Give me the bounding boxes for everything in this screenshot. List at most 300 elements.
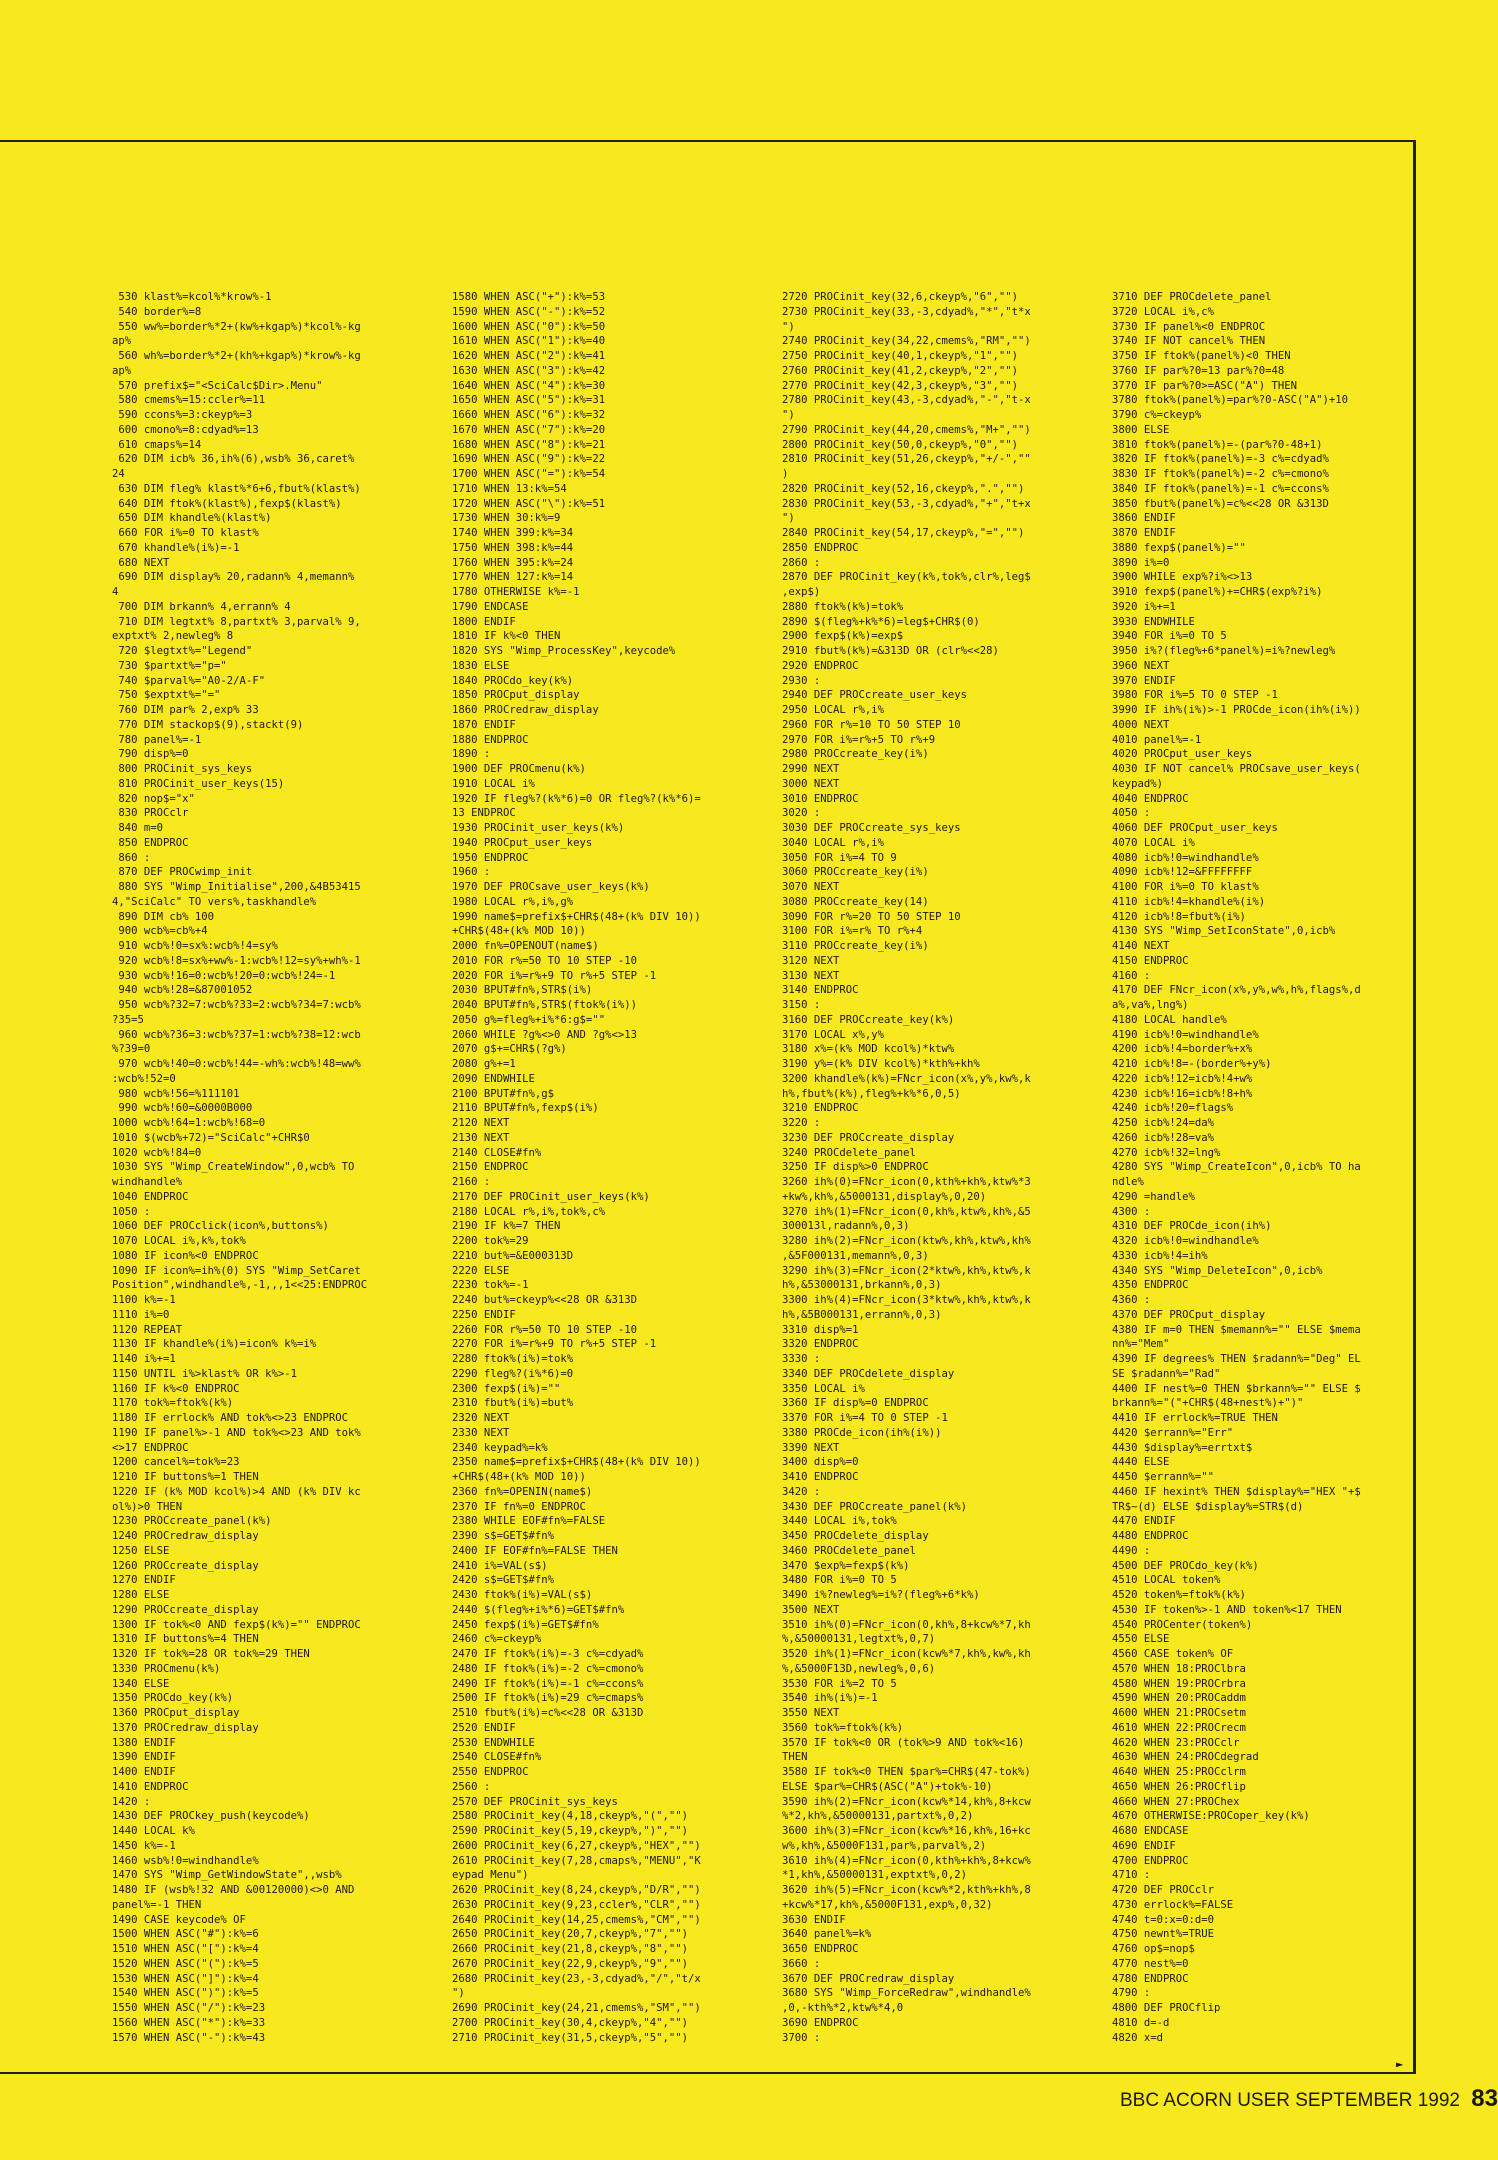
- code-line: 3260 ih%(0)=FNcr_icon(0,kth%+kh%,ktw%*3: [782, 1176, 1031, 1188]
- code-line: 3140 ENDPROC: [782, 984, 859, 997]
- code-line: 2240 but%=ckeyp%<<28 OR &313D: [452, 1294, 637, 1306]
- code-line: 4720 DEF PROCclr: [1112, 1884, 1215, 1896]
- code-line: 3150 :: [782, 999, 821, 1011]
- code-line: 4700 ENDPROC: [1112, 1854, 1189, 1867]
- code-line: 2890 $(fleg%+k%*6)=leg$+CHR$(0): [782, 615, 980, 628]
- code-line: 4290 =handle%: [1112, 1190, 1195, 1203]
- listing-column-2: [452, 290, 760, 2065]
- code-line: 1630 WHEN ASC("3"):k%=42: [452, 364, 606, 377]
- code-line: 2480 IF ftok%(i%)=-2 c%=cmono%: [452, 1662, 644, 1675]
- code-line: 4170 DEF FNcr_icon(x%,y%,w%,h%,flags%,d: [1112, 984, 1361, 997]
- code-line: 2470 IF ftok%(i%)=-3 c%=cdyad%: [452, 1648, 644, 1660]
- code-line: 3620 ih%(5)=FNcr_icon(kcw%*2,kth%+kh%,8: [782, 1884, 1031, 1896]
- code-line: %,&5000F13D,newleg%,0,6): [782, 1662, 936, 1675]
- code-line: 2440 $(fleg%+i%*6)=GET$#fn%: [452, 1603, 625, 1616]
- code-line: 3510 ih%(0)=FNcr_icon(0,kh%,8+kcw%*7,kh: [782, 1618, 1031, 1631]
- code-line: ol%)>0 THEN: [112, 1500, 183, 1513]
- code-line: 2030 BPUT#fn%,STR$(i%): [452, 984, 593, 997]
- code-line: 4470 ENDIF: [1112, 1515, 1176, 1528]
- code-line: 3120 NEXT: [782, 954, 840, 967]
- code-line: 4400 IF nest%=0 THEN $brkann%="" ELSE $: [1112, 1382, 1361, 1395]
- code-line: 1860 PROCredraw_display: [452, 704, 599, 716]
- code-line: 4810 d=-d: [1112, 2016, 1170, 2029]
- code-line: nn%="Mem": [1112, 1338, 1170, 1351]
- code-line: 840 m=0: [112, 822, 164, 834]
- code-line: 2690 PROCinit_key(24,21,cmems%,"SM",""): [452, 2002, 701, 2014]
- code-line: 1720 WHEN ASC("\"):k%=51: [452, 497, 606, 510]
- code-line: 2010 FOR r%=50 TO 10 STEP -10: [452, 954, 637, 967]
- code-line: 3590 ih%(2)=FNcr_icon(kcw%*14,kh%,8+kcw: [782, 1795, 1031, 1808]
- code-line: 650 DIM khandle%(klast%): [112, 512, 272, 525]
- code-line: 3800 ELSE: [1112, 423, 1170, 436]
- code-line: %*2,kh%,&50000131,partxt%,0,2): [782, 1810, 974, 1823]
- code-line: 3940 FOR i%=0 TO 5: [1112, 630, 1227, 643]
- code-line: 4190 icb%!0=windhandle%: [1112, 1028, 1259, 1041]
- code-line: 2980 PROCcreate_key(i%): [782, 748, 929, 761]
- code-line: 2990 NEXT: [782, 763, 840, 775]
- code-line: 1390 ENDIF: [112, 1751, 176, 1764]
- code-line: 670 khandle%(i%)=-1: [112, 541, 240, 554]
- code-line: a%,va%,lng%): [1112, 999, 1189, 1011]
- code-line: 3270 ih%(1)=FNcr_icon(0,kh%,ktw%,kh%,&5: [782, 1205, 1031, 1218]
- code-line: 1700 WHEN ASC("="):k%=54: [452, 468, 606, 480]
- code-line: 570 prefix$="<SciCalc$Dir>.Menu": [112, 379, 323, 392]
- code-line: 1640 WHEN ASC("4"):k%=30: [452, 379, 606, 392]
- code-line: ap%: [112, 335, 132, 348]
- code-line: 3410 ENDPROC: [782, 1471, 859, 1483]
- code-line: 4250 icb%!24=da%: [1112, 1117, 1215, 1129]
- code-line: 1110 i%=0: [112, 1308, 170, 1321]
- code-line: eypad Menu"): [452, 1869, 529, 1882]
- code-line: 3730 IF panel%<0 ENDPROC: [1112, 320, 1266, 333]
- code-line: 3320 ENDPROC: [782, 1338, 859, 1351]
- code-line: 760 DIM par% 2,exp% 33: [112, 704, 259, 716]
- code-line: 4780 ENDPROC: [1112, 1972, 1189, 1985]
- code-line: 3480 FOR i%=0 TO 5: [782, 1574, 897, 1587]
- code-line: 3430 DEF PROCcreate_panel(k%): [782, 1500, 967, 1513]
- code-line: 2340 keypad%=k%: [452, 1441, 548, 1454]
- code-line: 1790 ENDCASE: [452, 600, 529, 613]
- code-line: 4560 CASE token% OF: [1112, 1648, 1234, 1660]
- code-line: 4450 $errann%="": [1112, 1471, 1215, 1483]
- code-line: 2760 PROCinit_key(41,2,ckeyp%,"2",""): [782, 364, 1018, 377]
- code-line: 1690 WHEN ASC("9"):k%=22: [452, 453, 606, 466]
- code-line: 2100 BPUT#fn%,g$: [452, 1087, 555, 1100]
- code-line: 830 PROCclr: [112, 807, 189, 820]
- code-line: 4460 IF hexint% THEN $display%="HEX "+$: [1112, 1485, 1361, 1498]
- code-line: 2500 IF ftok%(i%)=29 c%=cmaps%: [452, 1692, 644, 1705]
- code-line: 1290 PROCcreate_display: [112, 1603, 259, 1616]
- code-line: 3280 ih%(2)=FNcr_icon(ktw%,kh%,ktw%,kh%: [782, 1235, 1031, 1247]
- code-line: 4350 ENDPROC: [1112, 1279, 1189, 1292]
- code-line: 3250 IF disp%>0 ENDPROC: [782, 1161, 929, 1174]
- code-line: 1260 PROCcreate_display: [112, 1559, 259, 1572]
- code-line: 710 DIM legtxt% 8,partxt% 3,parval% 9,: [112, 615, 361, 628]
- code-line: 1850 PROCput_display: [452, 689, 580, 702]
- code-line: 2620 PROCinit_key(8,24,ckeyp%,"D/R",""): [452, 1884, 701, 1896]
- code-line: 2270 FOR i%=r%+9 TO r%+5 STEP -1: [452, 1338, 657, 1351]
- code-line: ELSE $par%=CHR$(ASC("A")+tok%-10): [782, 1780, 993, 1793]
- code-line: 2360 fn%=OPENIN(name$): [452, 1485, 593, 1498]
- code-line: 2960 FOR r%=10 TO 50 STEP 10: [782, 718, 961, 731]
- code-line: 1900 DEF PROCmenu(k%): [452, 763, 586, 775]
- code-line: 3420 :: [782, 1485, 821, 1498]
- code-line: 1990 name$=prefix$+CHR$(48+(k% DIV 10)): [452, 910, 701, 923]
- code-line: 3580 IF tok%<0 THEN $par%=CHR$(47-tok%): [782, 1766, 1031, 1778]
- code-line: 3040 LOCAL r%,i%: [782, 836, 885, 849]
- code-line: TR$~(d) ELSE $display%=STR$(d): [1112, 1500, 1304, 1513]
- code-line: keypad%): [1112, 777, 1164, 790]
- code-line: 4090 icb%!12=&FFFFFFFF: [1112, 866, 1253, 879]
- code-line: 3200 khandle%(k%)=FNcr_icon(x%,y%,kw%,k: [782, 1072, 1031, 1085]
- code-line: 1160 IF k%<0 ENDPROC: [112, 1382, 240, 1395]
- code-line: 2740 PROCinit_key(34,22,cmems%,"RM",""): [782, 335, 1031, 348]
- code-line: 3810 ftok%(panel%)=-(par%?0-48+1): [1112, 438, 1323, 451]
- code-line: %,&50000131,legtxt%,0,7): [782, 1633, 936, 1646]
- code-line: 3750 IF ftok%(panel%)<0 THEN: [1112, 350, 1291, 362]
- code-line: 1370 PROCredraw_display: [112, 1721, 259, 1734]
- code-line: 3330 :: [782, 1353, 821, 1365]
- code-line: 1050 :: [112, 1205, 151, 1218]
- code-line: 2720 PROCinit_key(32,6,ckeyp%,"6",""): [782, 291, 1018, 303]
- code-line: 1330 PROCmenu(k%): [112, 1662, 221, 1675]
- code-line: 300013l,radann%,0,3): [782, 1220, 910, 1233]
- code-line: 3570 IF tok%<0 OR (tok%>9 AND tok%<16): [782, 1736, 1025, 1749]
- code-line: 4630 WHEN 24:PROCdegrad: [1112, 1751, 1259, 1764]
- code-line: 1500 WHEN ASC("#"):k%=6: [112, 1928, 259, 1941]
- code-line: 4370 DEF PROCput_display: [1112, 1308, 1266, 1321]
- code-line: 1170 tok%=ftok%(k%): [112, 1397, 234, 1410]
- code-line: 950 wcb%?32=7:wcb%?33=2:wcb%?34=7:wcb%: [112, 999, 361, 1011]
- code-line: 3010 ENDPROC: [782, 792, 859, 805]
- code-line: panel%=-1 THEN: [112, 1898, 202, 1911]
- code-line: 3490 i%?newleg%=i%?(fleg%+6*k%): [782, 1589, 980, 1601]
- code-line: 640 DIM ftok%(klast%),fexp$(klast%): [112, 497, 342, 510]
- code-line: ,&5F000131,memann%,0,3): [782, 1249, 929, 1262]
- code-line: 3660 :: [782, 1957, 821, 1970]
- code-line: *1,kh%,&50000131,exptxt%,0,2): [782, 1869, 967, 1882]
- code-line: 4710 :: [1112, 1869, 1151, 1882]
- code-line: 2920 ENDPROC: [782, 659, 859, 672]
- code-line: exptxt% 2,newleg% 8: [112, 630, 234, 643]
- code-line: 1470 SYS "Wimp_GetWindowState",,wsb%: [112, 1869, 342, 1882]
- code-line: 4000 NEXT: [1112, 718, 1170, 731]
- code-line: 3980 FOR i%=5 TO 0 STEP -1: [1112, 689, 1278, 702]
- code-line: 4120 icb%!8=fbut%(i%): [1112, 910, 1246, 923]
- code-line: 1830 ELSE: [452, 659, 510, 672]
- code-line: 2400 IF EOF#fn%=FALSE THEN: [452, 1544, 618, 1557]
- code-line: 690 DIM display% 20,radann% 4,memann%: [112, 571, 355, 584]
- code-line: 3990 IF ih%(i%)>-1 PROCde_icon(ih%(i%)): [1112, 704, 1361, 716]
- code-line: 2810 PROCinit_key(51,26,ckeyp%,"+/-","": [782, 453, 1031, 466]
- code-line: 3020 :: [782, 807, 821, 820]
- code-line: 3060 PROCcreate_key(i%): [782, 866, 929, 879]
- code-line: 2610 PROCinit_key(7,28,cmaps%,"MENU","K: [452, 1854, 701, 1867]
- code-line: 4310 DEF PROCde_icon(ih%): [1112, 1220, 1272, 1233]
- code-line: 4260 icb%!28=va%: [1112, 1131, 1215, 1144]
- code-line: 2510 fbut%(i%)=c%<<28 OR &313D: [452, 1707, 644, 1719]
- code-line: +kcw%*17,kh%,&5000F131,exp%,0,32): [782, 1898, 993, 1911]
- code-line: 4130 SYS "Wimp_SetIconState",0,icb%: [1112, 925, 1336, 938]
- code-line: 2330 NEXT: [452, 1426, 510, 1439]
- code-line: 1770 WHEN 127:k%=14: [452, 571, 574, 584]
- code-line: 2300 fexp$(i%)="": [452, 1382, 561, 1395]
- code-line: 3850 fbut%(panel%)=c%<<28 OR &313D: [1112, 497, 1329, 510]
- code-line: 3310 disp%=1: [782, 1323, 859, 1336]
- code-line: 3530 FOR i%=2 TO 5: [782, 1677, 897, 1690]
- code-line: 4,"SciCalc" TO vers%,taskhandle%: [112, 895, 317, 908]
- code-line: 1530 WHEN ASC("]"):k%=4: [112, 1972, 259, 1985]
- code-line: 4730 errlock%=FALSE: [1112, 1898, 1234, 1911]
- code-line: 850 ENDPROC: [112, 836, 189, 849]
- code-line: 3080 PROCcreate_key(14): [782, 895, 929, 908]
- code-line: 810 PROCinit_user_keys(15): [112, 777, 285, 790]
- code-line: 560 wh%=border%*2+(kh%+kgap%)*krow%-kg: [112, 350, 361, 362]
- code-line: 660 FOR i%=0 TO klast%: [112, 527, 259, 539]
- code-line: 2210 but%=&E000313D: [452, 1249, 574, 1262]
- code-line: 3860 ENDIF: [1112, 512, 1176, 525]
- code-line: SE $radann%="Rad": [1112, 1367, 1221, 1380]
- code-line: 1190 IF panel%>-1 AND tok%<>23 AND tok%: [112, 1426, 361, 1439]
- code-line: 4620 WHEN 23:PROCclr: [1112, 1736, 1240, 1749]
- code-line: 910 wcb%!0=sx%:wcb%!4=sy%: [112, 940, 278, 952]
- code-line: 4: [112, 586, 119, 598]
- code-line: 4210 icb%!8=-(border%+y%): [1112, 1058, 1272, 1070]
- code-line: 790 disp%=0: [112, 748, 189, 761]
- code-line: 2910 fbut%(k%)=&313D OR (clr%<<28): [782, 645, 999, 657]
- code-line: 4680 ENDCASE: [1112, 1825, 1189, 1837]
- code-line: 2190 IF k%=7 THEN: [452, 1220, 561, 1233]
- code-line: 2590 PROCinit_key(5,19,ckeyp%,")",""): [452, 1825, 688, 1837]
- code-line: 1340 ELSE: [112, 1677, 170, 1690]
- code-line: 1010 $(wcb%+72)="SciCalc"+CHR$0: [112, 1131, 310, 1144]
- code-line: 4320 icb%!0=windhandle%: [1112, 1235, 1259, 1247]
- code-line: 4670 OTHERWISE:PROCoper_key(k%): [1112, 1810, 1310, 1823]
- code-line: ,exp$): [782, 586, 821, 598]
- code-line: 1360 PROCput_display: [112, 1707, 240, 1719]
- code-line: 4790 :: [1112, 1987, 1151, 2000]
- code-line: 2410 i%=VAL(s$): [452, 1559, 548, 1572]
- code-line: 3890 i%=0: [1112, 556, 1170, 569]
- code-line: 700 DIM brkann% 4,errann% 4: [112, 600, 291, 613]
- code-line: 3650 ENDPROC: [782, 1943, 859, 1955]
- code-line: 4020 PROCput_user_keys: [1112, 748, 1253, 761]
- code-line: 1140 i%+=1: [112, 1353, 176, 1365]
- code-line: 880 SYS "Wimp_Initialise",200,&4B53415: [112, 881, 361, 893]
- code-line: 1610 WHEN ASC("1"):k%=40: [452, 335, 606, 348]
- code-line: 4240 icb%!20=flags%: [1112, 1102, 1234, 1115]
- code-line: 2680 PROCinit_key(23,-3,cdyad%,"/","t/x: [452, 1972, 701, 1985]
- code-line: ?35=5: [112, 1013, 144, 1026]
- code-line: 3090 FOR r%=20 TO 50 STEP 10: [782, 910, 961, 923]
- code-line: 4520 token%=ftok%(k%): [1112, 1589, 1246, 1601]
- code-line: 1600 WHEN ASC("0"):k%=50: [452, 320, 606, 333]
- code-line: 1910 LOCAL i%: [452, 777, 535, 790]
- code-line: 2650 PROCinit_key(20,7,ckeyp%,"7",""): [452, 1928, 688, 1941]
- listing-column-3: [782, 290, 1102, 2065]
- code-line: 3900 WHILE exp%?i%<>13: [1112, 571, 1253, 584]
- code-line: 3740 IF NOT cancel% THEN: [1112, 335, 1266, 348]
- code-line: 4270 icb%!32=lng%: [1112, 1146, 1221, 1159]
- code-line: 2370 IF fn%=0 ENDPROC: [452, 1500, 586, 1513]
- code-line: 4760 op$=nop$: [1112, 1943, 1195, 1955]
- code-line: 1520 WHEN ASC("("):k%=5: [112, 1957, 259, 1970]
- code-line: 3210 ENDPROC: [782, 1102, 859, 1115]
- code-line: 3700 :: [782, 2031, 821, 2044]
- code-line: 4610 WHEN 22:PROCrecm: [1112, 1721, 1246, 1734]
- code-line: 2830 PROCinit_key(53,-3,cdyad%,"+","t+x: [782, 497, 1031, 510]
- code-line: 3240 PROCdelete_panel: [782, 1146, 916, 1159]
- code-line: 970 wcb%!40=0:wcb%!44=-wh%:wcb%!48=ww%: [112, 1058, 361, 1070]
- code-line: 1710 WHEN 13:k%=54: [452, 482, 567, 495]
- code-line: 3780 ftok%(panel%)=par%?0-ASC("A")+10: [1112, 394, 1348, 407]
- code-line: 2050 g%=fleg%+i%*6:g$="": [452, 1013, 606, 1026]
- code-line: 1440 LOCAL k%: [112, 1825, 195, 1837]
- code-line: 2560 :: [452, 1780, 491, 1793]
- code-line: 2790 PROCinit_key(44,20,cmems%,"M+",""): [782, 423, 1031, 436]
- code-line: 1120 REPEAT: [112, 1323, 183, 1336]
- code-line: 1150 UNTIL i%>klast% OR k%>-1: [112, 1367, 297, 1380]
- code-line: 1890 :: [452, 748, 491, 761]
- code-line: 1270 ENDIF: [112, 1574, 176, 1587]
- code-line: 2070 g$+=CHR$(?g%): [452, 1043, 567, 1056]
- code-line: 2490 IF ftok%(i%)=-1 c%=ccons%: [452, 1677, 644, 1690]
- code-line: 540 border%=8: [112, 305, 202, 318]
- code-line: 3680 SYS "Wimp_ForceRedraw",windhandle%: [782, 1987, 1031, 2000]
- code-line: 2520 ENDIF: [452, 1721, 516, 1734]
- code-line: 4100 FOR i%=0 TO klast%: [1112, 881, 1259, 893]
- code-line: 3030 DEF PROCcreate_sys_keys: [782, 822, 961, 834]
- code-line: 3690 ENDPROC: [782, 2016, 859, 2029]
- code-line: 890 DIM cb% 100: [112, 910, 215, 923]
- code-line: 1300 IF tok%<0 AND fexp$(k%)="" ENDPROC: [112, 1618, 361, 1631]
- code-line: 2260 FOR r%=50 TO 10 STEP -10: [452, 1323, 637, 1336]
- code-line: 2460 c%=ckeyp%: [452, 1633, 542, 1646]
- code-line: 2450 fexp$(i%)=GET$#fn%: [452, 1618, 599, 1631]
- code-line: 2230 tok%=-1: [452, 1279, 529, 1292]
- code-line: 3710 DEF PROCdelete_panel: [1112, 291, 1272, 303]
- code-line: 4010 panel%=-1: [1112, 733, 1202, 746]
- frame-bottom-rule: [0, 2072, 1416, 2074]
- code-line: 1350 PROCdo_key(k%): [112, 1692, 234, 1705]
- code-line: 3470 $exp%=fexp$(k%): [782, 1559, 910, 1572]
- code-line: 2630 PROCinit_key(9,23,ccler%,"CLR",""): [452, 1898, 701, 1911]
- code-line: THEN: [782, 1751, 808, 1764]
- code-line: 4540 PROCenter(token%): [1112, 1618, 1253, 1631]
- code-line: +CHR$(48+(k% MOD 10)): [452, 925, 586, 938]
- code-line: 1020 wcb%!84=0: [112, 1146, 202, 1159]
- code-line: 960 wcb%?36=3:wcb%?37=1:wcb%?38=12:wcb: [112, 1028, 361, 1041]
- code-line: 1540 WHEN ASC(")"):k%=5: [112, 1987, 259, 2000]
- code-line: 1100 k%=-1: [112, 1294, 176, 1306]
- code-line: 4660 WHEN 27:PROChex: [1112, 1795, 1240, 1808]
- code-line: 1650 WHEN ASC("5"):k%=31: [452, 394, 606, 407]
- code-line: 3460 PROCdelete_panel: [782, 1544, 916, 1557]
- code-line: 4200 icb%!4=border%+x%: [1112, 1043, 1253, 1056]
- code-line: 2850 ENDPROC: [782, 541, 859, 554]
- code-line: 3450 PROCdelete_display: [782, 1530, 929, 1542]
- code-line: 1060 DEF PROCclick(icon%,buttons%): [112, 1220, 329, 1233]
- code-line: 3300 ih%(4)=FNcr_icon(3*ktw%,kh%,ktw%,k: [782, 1294, 1031, 1306]
- code-line: 2310 fbut%(i%)=but%: [452, 1397, 574, 1410]
- code-line: 3720 LOCAL i%,c%: [1112, 305, 1215, 318]
- code-line: 1760 WHEN 395:k%=24: [452, 556, 574, 569]
- code-line: 4570 WHEN 18:PROClbra: [1112, 1662, 1246, 1675]
- code-line: 3640 panel%=k%: [782, 1928, 872, 1941]
- code-line: 3170 LOCAL x%,y%: [782, 1028, 885, 1041]
- code-line: "): [782, 320, 795, 333]
- code-line: 4770 nest%=0: [1112, 1957, 1189, 1970]
- code-line: w%,kh%,&5000F131,par%,parval%,2): [782, 1839, 987, 1852]
- code-line: 3390 NEXT: [782, 1441, 840, 1454]
- code-line: 580 cmems%=15:ccler%=11: [112, 394, 266, 407]
- code-line: 4040 ENDPROC: [1112, 792, 1189, 805]
- code-line: 1930 PROCinit_user_keys(k%): [452, 822, 625, 834]
- code-line: 4330 icb%!4=ih%: [1112, 1249, 1208, 1262]
- code-line: 1550 WHEN ASC("/"):k%=23: [112, 2002, 266, 2014]
- code-line: 4430 $display%=errtxt$: [1112, 1441, 1253, 1454]
- code-line: 4220 icb%!12=icb%!4+w%: [1112, 1072, 1253, 1085]
- code-line: 4110 icb%!4=khandle%(i%): [1112, 895, 1266, 908]
- code-line: 4420 $errann%="Err": [1112, 1426, 1234, 1439]
- code-line: 4360 :: [1112, 1294, 1151, 1306]
- code-line: 630 DIM fleg% klast%*6+6,fbut%(klast%): [112, 482, 361, 495]
- code-line: 2840 PROCinit_key(54,17,ckeyp%,"=",""): [782, 527, 1025, 539]
- code-line: 1280 ELSE: [112, 1589, 170, 1601]
- code-line: 1740 WHEN 399:k%=34: [452, 527, 574, 539]
- code-line: 620 DIM icb% 36,ih%(6),wsb% 36,caret%: [112, 453, 355, 466]
- code-line: 4300 :: [1112, 1205, 1151, 1218]
- code-line: 24: [112, 468, 125, 480]
- code-line: 1750 WHEN 398:k%=44: [452, 541, 574, 554]
- code-line: 990 wcb%!60=&0000B000: [112, 1102, 253, 1115]
- code-line: 1420 :: [112, 1795, 151, 1808]
- code-line: 2130 NEXT: [452, 1131, 510, 1144]
- code-line: 2220 ELSE: [452, 1264, 510, 1277]
- code-line: 2020 FOR i%=r%+9 TO r%+5 STEP -1: [452, 969, 657, 982]
- code-line: 3350 LOCAL i%: [782, 1382, 865, 1395]
- code-line: 2730 PROCinit_key(33,-3,cdyad%,"*","t*x: [782, 305, 1031, 318]
- code-line: 2580 PROCinit_key(4,18,ckeyp%,"(",""): [452, 1810, 688, 1823]
- code-line: 4080 icb%!0=windhandle%: [1112, 851, 1259, 864]
- code-line: 1430 DEF PROCkey_push(keycode%): [112, 1810, 310, 1823]
- code-line: 1810 IF k%<0 THEN: [452, 630, 561, 643]
- code-line: 2000 fn%=OPENOUT(name$): [452, 940, 599, 952]
- code-line: 4500 DEF PROCdo_key(k%): [1112, 1559, 1259, 1572]
- code-line: 4440 ELSE: [1112, 1456, 1170, 1469]
- listing-column-1: [112, 290, 412, 2065]
- code-line: 2710 PROCinit_key(31,5,ckeyp%,"5",""): [452, 2031, 688, 2044]
- code-line: 530 klast%=kcol%*krow%-1: [112, 291, 272, 303]
- code-line: 870 DEF PROCwimp_init: [112, 866, 253, 879]
- code-line: 1960 :: [452, 866, 491, 879]
- code-line: 800 PROCinit_sys_keys: [112, 763, 253, 775]
- code-line: 4390 IF degrees% THEN $radann%="Deg" EL: [1112, 1353, 1361, 1365]
- code-line: 1240 PROCredraw_display: [112, 1530, 259, 1542]
- code-line: +CHR$(48+(k% MOD 10)): [452, 1471, 586, 1483]
- code-line: 1130 IF khandle%(i%)=icon% k%=i%: [112, 1338, 317, 1351]
- code-line: 2170 DEF PROCinit_user_keys(k%): [452, 1190, 650, 1203]
- page-footer: [1120, 2085, 1498, 2114]
- code-line: 1970 DEF PROCsave_user_keys(k%): [452, 881, 650, 893]
- code-line: 3370 FOR i%=4 TO 0 STEP -1: [782, 1412, 948, 1424]
- code-line: 2780 PROCinit_key(43,-3,cdyad%,"-","t-x: [782, 394, 1031, 407]
- code-line: +kw%,kh%,&5000131,display%,0,20): [782, 1190, 987, 1203]
- code-line: 1210 IF buttons%=1 THEN: [112, 1471, 259, 1483]
- magazine-issue: BBC ACORN USER SEPTEMBER 1992: [1120, 2090, 1460, 2111]
- code-line: 4150 ENDPROC: [1112, 954, 1189, 967]
- code-line: 3840 IF ftok%(panel%)=-1 c%=ccons%: [1112, 482, 1329, 495]
